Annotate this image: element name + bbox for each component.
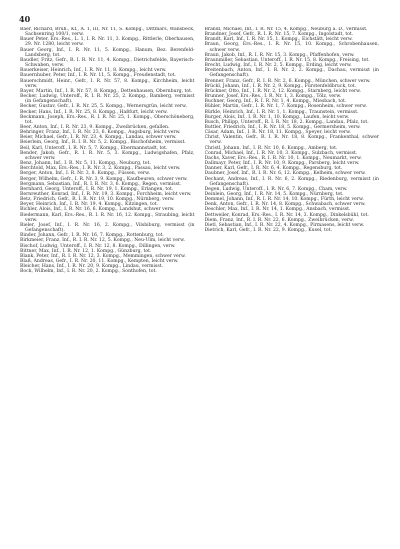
list-entry: Biedermann, Karl, Ers.-Res., R. I. R. Nr. 16, 12. Kompg., Straubing, leicht verw. <box>20 212 195 223</box>
list-entry: Busch, Philipp, Unteroff., R. I. R. Nr. 18, 2. Kompg., Landau, Pfalz, tot. <box>204 119 369 125</box>
left-column <box>20 27 195 531</box>
list-entry: Bieler, Josef, Inf., I. R. Nr. 16, 2. Kompg., Vilsbiburg, vermisst (in Gefangenschaft). <box>20 222 195 234</box>
list-entry: Braunmiller, Sebastian, Unteroff., I. R. Nr. 15, 8. Kompg., Freising, tot. <box>204 57 370 63</box>
list-entry: Deschler, Max, Inf., I. R. Nr. 14, 1. Kompg., Ansbach, vermisst. <box>204 207 351 213</box>
list-entry: Beierlein, Georg, Inf., R. I. R. Nr. 5, 2. Kompg., Bischofsheim, vermisst. <box>20 140 186 146</box>
list-entry: Brecht, Ludwig, Inf., I. R. Nr. 2, 5. Kompg., Erding, leicht verw. <box>204 63 352 69</box>
list-entry: Brückl, Johann, Inf., I. R. Nr. 2, 9. Kompg., Fürstenfeldbruck, tot. <box>204 83 357 89</box>
list-entry: Blank, Peter, Inf., R. I. R. Nr. 12, 3. Kompg., Memmingen, schwer verw. <box>20 253 186 259</box>
list-entry: Benz, Johann, Inf., I. R. Nr. 5, 11. Kompg., Neuburg, tot. <box>20 161 151 167</box>
list-entry: Bleicher, Hans, Inf., I. R. Nr. 20, 9. Kompg., Lindau, vermisst. <box>20 264 164 270</box>
list-entry: Dechant, Andreas, Inf., I. R. Nr. 6, 2. Kompg., Riedenburg, vermisst (in Gefangenschaft). <box>204 176 379 187</box>
list-entry: Betz, Friedrich, Gefr., R. I. R. Nr. 19, 10. Kompg., Nürnberg, verw. <box>20 197 175 203</box>
list-entry: Denk, Anton, Gefr., I. R. Nr. 14, 8. Kompg., Schwabach, schwer verw. <box>204 202 366 208</box>
list-entry: Burger, Alois, Inf., I. R. Nr. 1, 10. Kompg., Laufen, leicht verw. <box>204 114 350 120</box>
list-entry: Buttler, Friedrich, Inf., I. R. Nr. 18, 5. Kompg., Germersheim, verw. <box>204 124 361 130</box>
list-entry: Bürkle, Heinrich, Inf., I. R. Nr. 1, 1. Kompg., Traunstein, vermisst. <box>204 109 359 115</box>
list-entry: Degen, Ludwig, Unteroff., I. R. Nr. 6, 7. Kompg., Cham, verw. <box>204 186 348 192</box>
list-entry: Bischof, Ludwig, Unteroff., I. R. Nr. 12, 8. Kompg., Dillingen, verw. <box>20 243 176 249</box>
list-entry: Daubner, Josef, Inf., R. I. R. Nr. 6, 12. Kompg., Kelheim, schwer verw. <box>204 171 366 177</box>
list-entry: Birkmeier, Franz, Inf., R. I. R. Nr. 12, 5. Kompg., Neu-Ulm, leicht verw. <box>20 238 185 244</box>
list-entry: Conrad, Michael, Inf., I. R. Nr. 10, 3. Kompg., Sulzbach, vermisst. <box>204 150 358 156</box>
list-entry: Dettweiler, Konrad, Ers.-Res., I. R. Nr. 14, 3. Kompg., Dinkelsbühl, tot. <box>204 212 369 218</box>
list-entry: Cäsar, Adam, Inf., I. R. Nr. 18, 11. Kompg., Speyer, leicht verw. <box>204 130 351 136</box>
list-entry: Beyer, Heinrich, Inf., I. R. Nr. 19, 4. Kompg., Kitzingen, tot. <box>20 202 159 208</box>
list-entry: Bauernhuber, Peter, Inf., I. R. Nr. 11, 5. Kompg., Freudenstadt, tot. <box>20 73 176 79</box>
right-column <box>205 27 380 531</box>
list-entry: Demmel, Johann, Inf., R. I. R. Nr. 14, 10. Kompg., Fürth, leicht verw. <box>204 197 364 203</box>
list-entry: Danner, Karl, Gefr., I. R. Nr. 6, 4. Kompg., Regensburg, tot. <box>204 166 343 172</box>
list-entry: Beier, Michael, Gefr., I. R. Nr. 23, 4. Kompg., Landau, schwer verw. <box>20 135 177 141</box>
page-number: 40 <box>19 14 31 24</box>
list-entry: Becker, Hans, Inf., I. R. Nr. 25, 8. Kompg., Haßfurt, leicht verw. <box>20 109 168 115</box>
list-entry: Becker, Gustav, Gefr., I. R. Nr. 25, 5. Kompg., Wernersgrün, leicht verw. <box>20 104 187 110</box>
list-entry: Blaß, Andreas, Gefr., I. R. Nr. 20, 11. Kompg., Kempten, leicht verw. <box>20 259 179 265</box>
list-entry: Braun, Jakob, Inf., R. I. R. Nr. 15, 3. Kompg., Pfaffenhofen, verw. <box>204 52 355 58</box>
list-entry: Berger, Wilhelm, Gefr., I. R. Nr. 3, 9. Kompg., Kaufbeuren, schwer verw. <box>20 176 188 182</box>
list-entry: Behringer, Franz, Inf., I. R. Nr. 23, 6. Kompg., Augsburg, leicht verw. <box>20 130 181 136</box>
list-entry: Beil, Karl, Unteroff., I. R. Nr. 5, 7. Kompg., Ebermannstadt, tot. <box>20 145 168 151</box>
list-entry: Beckmann, Joseph, Ers.-Res., R. I. R. Nr. 25, 1. Kompg., Oberschöneberg, tot. <box>20 114 195 125</box>
list-entry: Baudler, Fritz, Gefr., R. I. R. Nr. 11, 4. Kompg., Dietrichsfelde, Bayerisch-Schwaben, verw. <box>20 57 195 69</box>
list-entry: Bauerkeiser, Heinrich, Inf., I. R. Nr. 11, 8. Kompg., leicht verw. <box>20 68 167 74</box>
list-entry: Bauerschmidt, Heinr., Gefr., I. R. Nr. 57, 8. Kompg., Kirchheim, leicht verw. <box>20 78 195 89</box>
list-entry: Bittner, Max, Inf., I. R. Nr. 12, 1. Kompg., Günzburg, tot. <box>20 248 152 254</box>
list-entry: Christ, Valentin, Gefr., R. I. R. Nr. 18, 8. Kompg., Frankenthal, schwer verw. <box>204 135 379 146</box>
list-entry: Dietl, Sebastian, Inf., I. R. Nr. 22, 4. Kompg., Pirmasens, leicht verw. <box>204 222 365 228</box>
list-entry: Bayer, Martin, Inf., I. R. Nr. 57, 8. Kompg., Dettenhausen, Obernburg, tot. <box>20 88 193 94</box>
list-entry: Berger, Anton, Inf., I. R. Nr. 3, 8. Kompg., Füssen, verw. <box>20 171 150 177</box>
list-entry: Berchtold, Max, Ers.-Res., I. R. Nr. 3, 2. Kompg., Passau, leicht verw. <box>20 166 181 172</box>
list-entry: Brandner, Josef, Gefr., R. I. R. Nr. 15, 7. Kompg., Ingolstadt, tot. <box>204 32 354 38</box>
list-entry: Bühler, Martin, Gefr., I. R. Nr. 1, 7. Kompg., Rosenheim, schwer verw. <box>204 104 367 110</box>
list-entry: Breitenbach, Anton, Inf., I. R. Nr. 2, 2. Kompg., Dachau, vermisst (in Gefangenschaft). <box>204 68 379 79</box>
list-entry: Bernreuther, Konrad, Inf., I. R. Nr. 19, 3. Kompg., Forchheim, leicht verw. <box>20 192 192 197</box>
list-entry: Dallmayr, Peter, Inf., I. R. Nr. 10, 9. Kompg., Parsberg, leicht verw. <box>204 161 360 167</box>
list-entry: Braun, Georg, Ers.-Res., I. R. Nr. 15, 10. Kompg., Schrobenhausen, schwer verw. <box>204 42 379 53</box>
list-entry: Bergmann, Sebastian, Inf., R. I. R. Nr. 3, 6. Kompg., Regen, vermisst. <box>20 181 182 187</box>
list-entry: Christl, Johann, Inf., I. R. Nr. 10, 6. Kompg., Amberg, tot. <box>204 145 338 151</box>
list-entry: Brandt, Karl, Inf., I. R. Nr. 15, 1. Kompg., Eichstätt, leicht verw. <box>204 37 353 43</box>
list-entry: Becker, Ludwig, Unteroff., R. I. R. Nr. 25, 2. Kompg., Bamberg, vermisst (in Gefangenschaft). <box>20 94 195 105</box>
list-entry: Bender, Jakob, Gefr., R. I. R. Nr. 5, 3. Kompg., Ludwigshafen, Pfalz, schwer verw. <box>20 150 195 161</box>
list-entry: Bock, Wilhelm, Inf., I. R. Nr. 20, 2. Kompg., Sonthofen, tot. <box>20 269 157 275</box>
list-entry: Bichler, Alois, Inf., I. R. Nr. 16, 6. Kompg., Landshut, schwer verw. <box>20 207 175 213</box>
list-entry: Brandl, Michael, Inf., I. R. Nr. 15, 4. Kompg., Neuburg a. D., vermisst. <box>204 27 368 32</box>
list-entry: Bauer Peter, Ers.-Res., L. 1, I. R. Nr. 11, 3. Kompg., Rittlerle, Oberhausen, 29. Nr. 1280, leicht verw. <box>20 37 195 48</box>
list-entry: Deinlein, Georg, Inf., I. R. Nr. 14, 5. Kompg., Nürnberg, tot. <box>204 192 344 197</box>
list-entry: Dietrich, Karl, Gefr., I. R. Nr. 22, 9. Kompg., Kusel, tot. <box>204 228 332 234</box>
list-entry: Brückner, Otto, Inf., I. R. Nr. 2, 12. Kompg., Starnberg, leicht verw. <box>204 88 362 94</box>
list-entry: Buchner, Georg, Inf., R. I. R. Nr. 1, 4. Kompg., Miesbach, tot. <box>204 99 347 105</box>
list-entry: Baer, Richard, Bruh., Kf., A. 1, III, Nr. 11, S. Kompg., Dittmars, Wansbeck, Sachsenring 100/1, verw. <box>20 27 195 38</box>
list-entry: Beer, Anton, Inf., I. R. Nr. 23, 9. Kompg., Zweibrücken, gefallen. <box>20 124 170 130</box>
list-entry: Binder, Johann, Gefr., I. R. Nr. 16, 7. Kompg., Rottenburg, tot. <box>20 233 164 239</box>
list-entry: Brenner, Franz, Gefr., R. I. R. Nr. 2, 6. Kompg., München, schwer verw. <box>204 78 371 84</box>
list-entry: Brunner, Josef, Ers.-Res., I. R. Nr. 1, 3. Kompg., Tölz, verw. <box>204 94 342 100</box>
list-entry: Diem, Franz, Inf., R. I. R. Nr. 22, 6. Kompg., Zweibrücken, verw. <box>204 217 354 223</box>
list-entry: Bauer Georg, Inf., I. R. Nr. 11, 5. Kompg., Hanum, Bez. Berenfeld-Landsberg, tot. <box>20 47 195 58</box>
entry-columns <box>20 27 379 531</box>
list-entry: Dachs, Xaver, Ers.-Res., R. I. R. Nr. 10, 1. Kompg., Neumarkt, verw. <box>204 155 362 161</box>
list-entry: Bernhard, Georg, Unteroff., I. R. Nr. 19, 1. Kompg., Erlangen, tot. <box>20 186 174 192</box>
